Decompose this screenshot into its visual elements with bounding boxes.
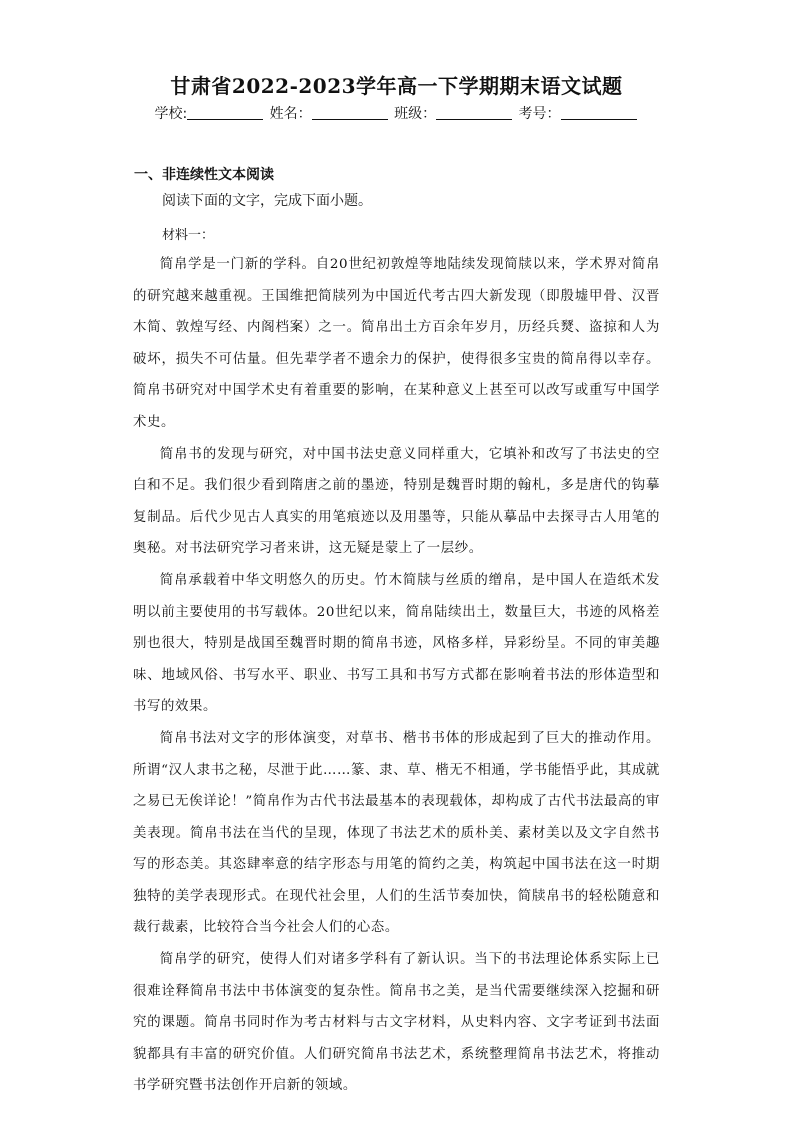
exam-number-blank[interactable] bbox=[561, 105, 637, 120]
name-blank[interactable] bbox=[312, 105, 388, 120]
paragraph: 简帛学是一门新的学科。自20世纪初敦煌等地陆续发现简牍以来，学术界对简帛的研究越来越重视。王国维把简牍列为中国近代考古四大新发现（即殷墟甲骨、汉晋木简、敦煌写经、内阁档案）之一。简帛出土方百余年岁月，历经兵燹、盗掠和人为破坏，损失不可估量。但先辈学者不遗余力的保护，使得很多宝贵的简帛得以幸存。简帛书研究对中国学术史有着重要的影响，在某种意义上甚至可以改写或重写中国学术史。 bbox=[133, 257, 660, 430]
paragraph: 简帛承载着中华文明悠久的历史。竹木简牍与丝质的缯帛，是中国人在造纸术发明以前主要使用的书写载体。20世纪以来，简帛陆续出土，数量巨大，书迹的风格差别也很大，特别是战国至魏晋时期的简帛书迹，风格多样，异彩纷呈。不同的审美趣味、地域风俗、书写水平、职业、书写工具和书写方式都在影响着书法的形体造型和书写的效果。 bbox=[133, 572, 660, 715]
material-label: 材料一： bbox=[162, 228, 215, 243]
passage bbox=[133, 249, 660, 1102]
paragraph: 简帛学的研究，使得人们对诸多学科有了新认识。当下的书法理论体系实际上已很难诠释简帛书法中书体演变的复杂性。简帛书之美，是当代需要继续深入挖掘和研究的课题。简帛书同时作为考古材料与古文字材料，从史料内容、文字考证到书法面貌都具有丰富的研究价值。人们研究简帛书法艺术，系统整理简帛书法艺术，将推动书学研究暨书法创作开启新的领域。 bbox=[133, 952, 660, 1094]
school-blank[interactable] bbox=[187, 105, 263, 120]
class-blank[interactable] bbox=[436, 105, 512, 120]
section-heading: 一、非连续性文本阅读 bbox=[134, 167, 274, 183]
instruction: 阅读下面的文字，完成下面小题。 bbox=[162, 193, 372, 209]
exam-number-label: 考号： bbox=[518, 106, 561, 122]
student-info-line bbox=[0, 103, 793, 123]
class-label: 班级： bbox=[394, 106, 437, 122]
paragraph: 简帛书法对文字的形体演变，对草书、楷书书体的形成起到了巨大的推动作用。所谓“汉人隶书之秘，尽泄于此……篆、隶、草、楷无不相通，学书能悟乎此，其成就之易已无俟详论！”简帛作为古代书法最基本的表现载体，却构成了古代书法最高的审美表现。简帛书法在当代的呈现，体现了书法艺术的质朴美、素材美以及文字自然书写的形态美。其恣肆率意的结字形态与用笔的简约之美，构筑起中国书法在这一时期独特的美学表现形式。在现代社会里，人们的生活节奏加快，简牍帛书的轻松随意和裁行裁素，比较符合当今社会人们的心态。 bbox=[133, 730, 660, 936]
name-label: 姓名： bbox=[269, 106, 312, 122]
paragraph: 简帛书的发现与研究，对中国书法史意义同样重大，它填补和改写了书法史的空白和不足。我们很少看到隋唐之前的墨迹，特别是魏晋时期的翰札，多是唐代的钩摹复制品。后代少见古人真实的用笔痕迹以及用墨等，只能从摹品中去探寻古人用笔的奥秘。对书法研究学习者来讲，这无疑是蒙上了一层纱。 bbox=[133, 446, 660, 557]
school-label: 学校: bbox=[154, 106, 188, 122]
page-title: 甘肃省2022-2023学年高一下学期期末语文试题 bbox=[170, 74, 623, 98]
